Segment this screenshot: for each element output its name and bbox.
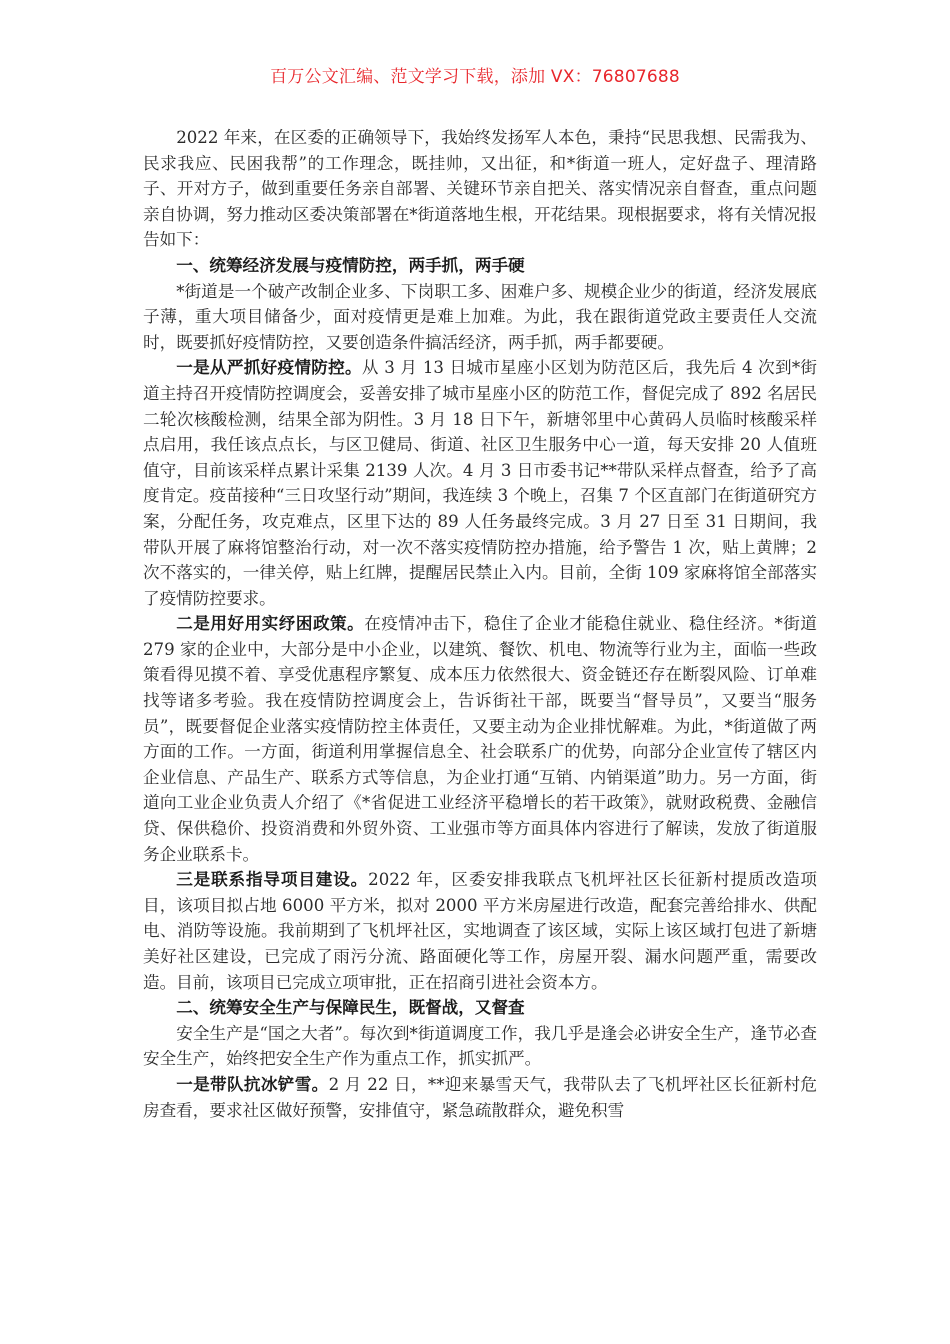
paragraph-lead: 一是带队抗冰铲雪。 (176, 1074, 329, 1094)
section-heading-2: 二、统筹安全生产与保障民生，既督战，又督查 (176, 998, 525, 1018)
lead-paragraph-project (143, 867, 817, 995)
lead-paragraph-snow (143, 1072, 817, 1123)
lead-paragraph-policy (143, 611, 817, 867)
paragraph-text: 2 月 22 日，**迎来暴雪天气，我带队去了飞机坪社区长征新村危房查看，要求社区做好预警，安排值守，紧急疏散群众，避免积雪 (143, 1074, 818, 1120)
paragraph-text: 从 3 月 13 日城市星座小区划为防范区后，我先后 4 次到*街道主持召开疫情防控调度会，妥善安排了城市星座小区的防范工作，督促完成了 892 名居民二轮次核酸检测，结果全部为阴性。3 月 18 日下午，新塘邻里中心黄码人员临时核酸采样点启用，我任该点点长，与区卫健局、街道、社区卫生服务中心一道，每天安排 20 人值班值守，目前该采样点累计采集 2139 人次。4 月 3 日市委书记**带队采样点督查，给予了高度肯定。疫苗接种“三日攻坚行动”期间，我连续 3 个晚上，召集 7 个区直部门在街道研究方案，分配任务，攻克难点，区里下达的 89 人任务最终完成。3 月 27 日至 31 日期间，我带队开展了麻将馆整治行动，对一次不落实疫情防控办措施，给予警告 1 次，贴上黄牌；2 次不落实的，一律关停，贴上红牌，提醒居民禁止入内。目前，全街 109 家麻将馆全部落实了疫情防控要求。 (143, 358, 817, 608)
paragraph-lead: 三是联系指导项目建设。 (176, 870, 369, 890)
body-paragraph: 安全生产是“国之大者”。每次到*街道调度工作，我几乎是逢会必讲安全生产，逢节必查安全生产，始终把安全生产作为重点工作，抓实抓严。 (143, 1023, 817, 1069)
section-heading-1: 一、统筹经济发展与疫情防控，两手抓，两手硬 (176, 255, 525, 275)
document-body (143, 125, 817, 1123)
intro-paragraph: 2022 年来，在区委的正确领导下，我始终发扬军人本色，秉持“民思我想、民需我为、民求我应、民困我帮”的工作理念，既挂帅，又出征，和*街道一班人，定好盘子、理清路子、开对方子，做到重要任务亲自部署、关键环节亲自把关、落实情况亲自督查，重点问题亲自协调，努力推动区委决策部署在*街道落地生根，开花结果。现根据要求，将有关情况报告如下： (143, 128, 817, 250)
paragraph-text: 2022 年，区委安排我联点飞机坪社区长征新村提质改造项目，该项目拟占地 6000 平方米，拟对 2000 平方米房屋进行改造，配套完善给排水、供配电、消防等设施。我前期到了飞机坪社区，实地调查了该区域，实际上该区域打包进了新塘美好社区建设，已完成了雨污分流、路面硬化等工作，房屋开裂、漏水问题严重，需要改造。目前，该项目已完成立项审批，正在招商引进社会资本方。 (143, 870, 817, 992)
paragraph-lead: 一是从严抓好疫情防控。 (176, 358, 362, 378)
paragraph-text: 在疫情冲击下，稳住了企业才能稳住就业、稳住经济。*街道 279 家的企业中，大部分是中小企业，以建筑、餐饮、机电、物流等行业为主，面临一些政策看得见摸不着、享受优惠程序繁复、成本压力依然很大、资金链还存在断裂风险、订单难找等诸多考验。我在疫情防控调度会上，告诉街社干部，既要当“督导员”，又要当“服务员”，既要督促企业落实疫情防控主体责任，又要主动为企业排忧解难。为此，*街道做了两方面的工作。一方面，街道利用掌握信息全、社会联系广的优势，向部分企业宣传了辖区内企业信息、产品生产、联系方式等信息，为企业打通“互销、内销渠道”助力。另一方面，街道向工业企业负责人介绍了《*省促进工业经济平稳增长的若干政策》，就财政税费、金融信贷、保供稳价、投资消费和外贸外资、工业强市等方面具体内容进行了解读，发放了街道服务企业联系卡。 (143, 614, 818, 864)
body-paragraph: *街道是一个破产改制企业多、下岗职工多、困难户多、规模企业少的街道，经济发展底子薄，重大项目储备少，面对疫情更是难上加难。为此，我在跟街道党政主要责任人交流时，既要抓好疫情防控，又要创造条件搞活经济，两手抓，两手都要硬。 (143, 281, 817, 352)
lead-paragraph-epidemic (143, 355, 817, 611)
paragraph-lead: 二是用好用实纾困政策。 (176, 614, 365, 634)
watermark-banner: 百万公文汇编、范文学习下载，添加 VX：76807688 (270, 67, 680, 87)
